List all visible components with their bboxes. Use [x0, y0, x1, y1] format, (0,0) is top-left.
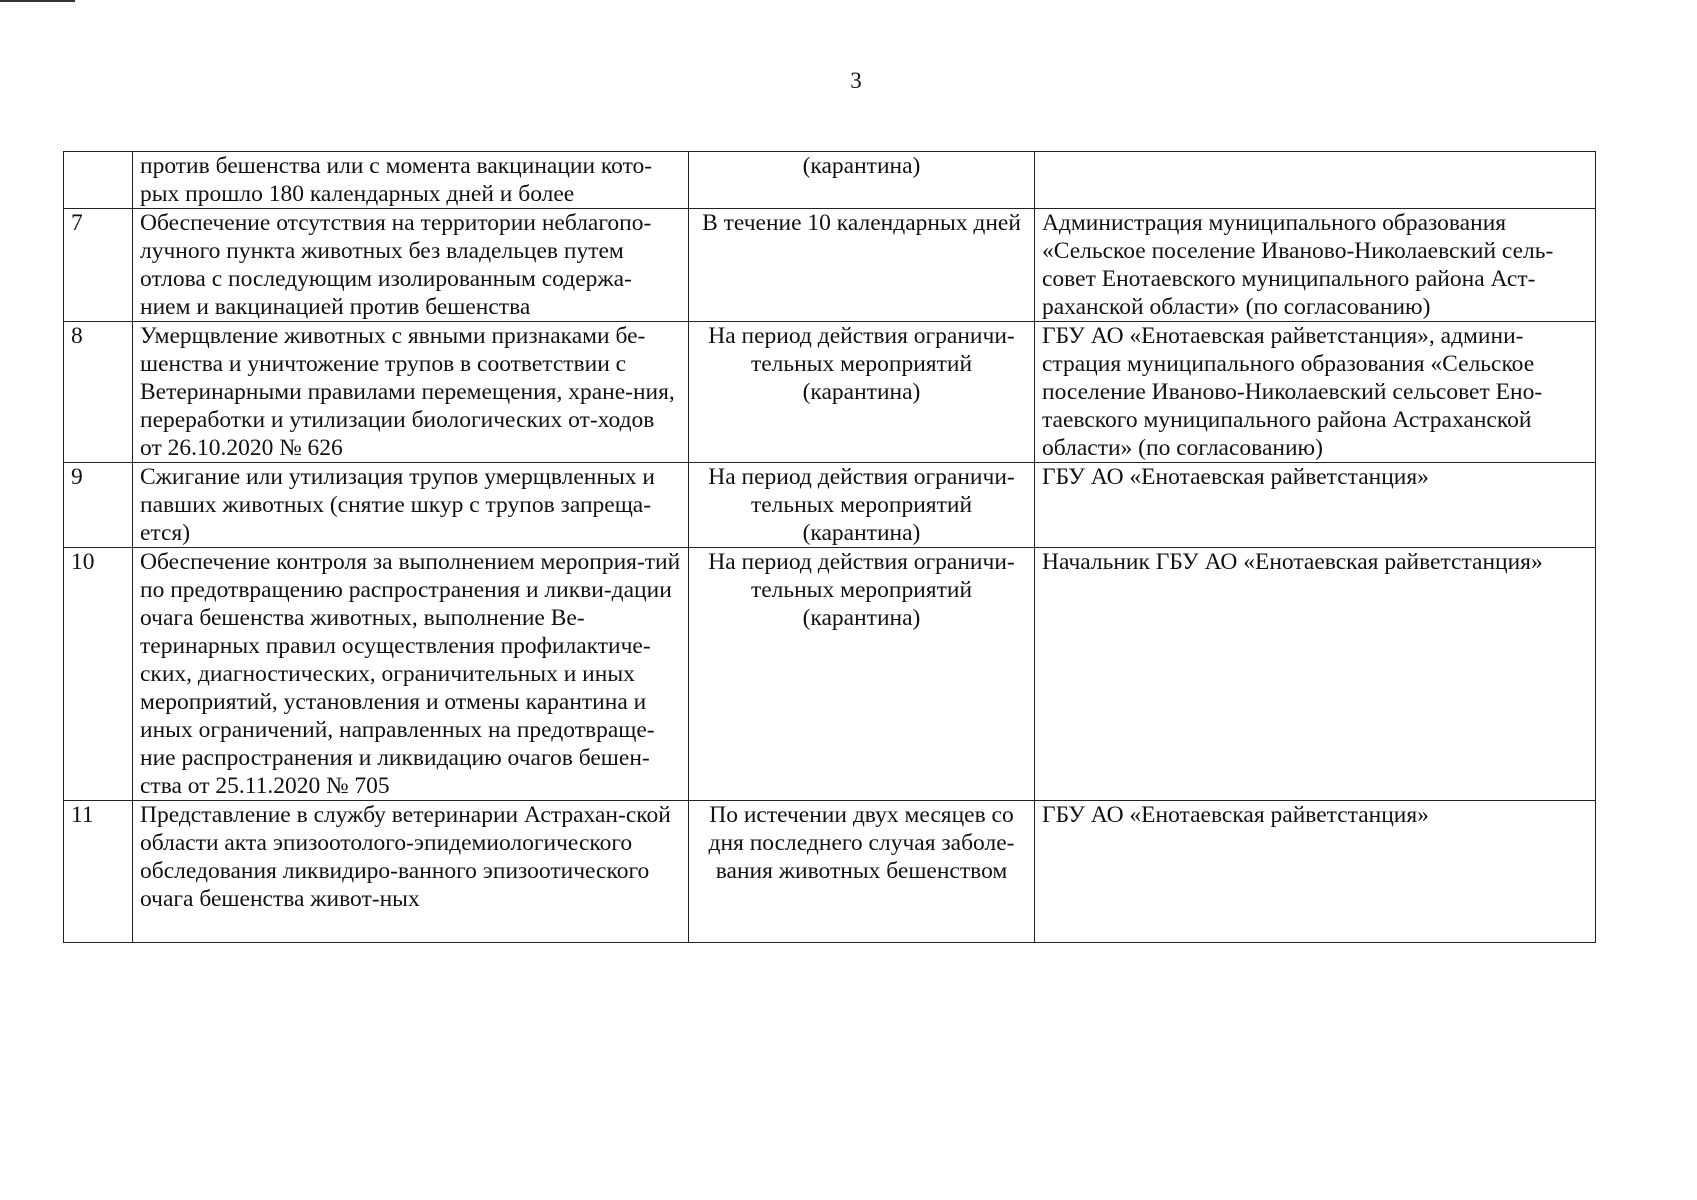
table-row [64, 322, 1596, 463]
term-cell: (карантина) [689, 152, 1035, 209]
table-row [64, 209, 1596, 322]
row-number [64, 152, 133, 209]
responsible-cell [1035, 152, 1596, 209]
table-row [64, 801, 1596, 943]
row-number: 10 [64, 548, 133, 801]
action-cell: Умерщвление животных с явными признаками бе-шенства и уничтожение трупов в соответствии с Ветеринарными правилами перемещения, хране-ния, переработки и утилизации биологических от-ходов от 26.10.2020 № 626 [133, 322, 689, 463]
row-number: 7 [64, 209, 133, 322]
responsible-cell: ГБУ АО «Енотаевская райветстанция» [1035, 801, 1596, 943]
row-number: 8 [64, 322, 133, 463]
scan-corner-mark [0, 0, 75, 2]
table-row [64, 548, 1596, 801]
action-cell: Представление в службу ветеринарии Астрахан-ской области акта эпизоотолого-эпидемиологического обследования ликвидиро-ванного эпизоотического очага бешенства живот-ных [133, 801, 689, 943]
term-cell: В течение 10 календарных дней [689, 209, 1035, 322]
term-cell: На период действия ограничи-тельных мероприятий (карантина) [689, 322, 1035, 463]
action-cell: Обеспечение контроля за выполнением мероприя-тий по предотвращению распространения и ликви-дации очага бешенства животных, выполнение Ве-теринарных правил осуществления профилактиче-ских, диагностических, ограничительных и иных мероприятий, установления и отмены карантина и иных ограничений, направленных на предотвраще-ние распространения и ликвидацию очагов бешен-ства от 25.11.2020 № 705 [133, 548, 689, 801]
term-cell: На период действия ограничи-тельных мероприятий (карантина) [689, 463, 1035, 548]
measures-table [63, 151, 1596, 943]
responsible-cell: Начальник ГБУ АО «Енотаевская райветстанция» [1035, 548, 1596, 801]
action-cell: Обеспечение отсутствия на территории неблагопо-лучного пункта животных без владельцев путем отлова с последующим изолированным содержа-нием и вакцинацией против бешенства [133, 209, 689, 322]
term-cell: На период действия ограничи-тельных мероприятий (карантина) [689, 548, 1035, 801]
table-row [64, 463, 1596, 548]
table-row [64, 152, 1596, 209]
row-number: 11 [64, 801, 133, 943]
responsible-cell: Администрация муниципального образования «Сельское поселение Иваново-Николаевский сель-совет Енотаевского муниципального района Аст-раханской области» (по согласованию) [1035, 209, 1596, 322]
term-cell: По истечении двух месяцев со дня последнего случая заболе-вания животных бешенством [689, 801, 1035, 943]
row-number: 9 [64, 463, 133, 548]
responsible-cell: ГБУ АО «Енотаевская райветстанция» [1035, 463, 1596, 548]
responsible-cell: ГБУ АО «Енотаевская райветстанция», админи-страция муниципального образования «Сельское поселение Иваново-Николаевский сельсовет Ено-таевского муниципального района Астраханской области» (по согласованию) [1035, 322, 1596, 463]
action-cell: Сжигание или утилизация трупов умерщвленных и павших животных (снятие шкур с трупов запреща-ется) [133, 463, 689, 548]
page-number: 3 [850, 68, 862, 93]
action-cell: против бешенства или с момента вакцинации кото-рых прошло 180 календарных дней и более [133, 152, 689, 209]
